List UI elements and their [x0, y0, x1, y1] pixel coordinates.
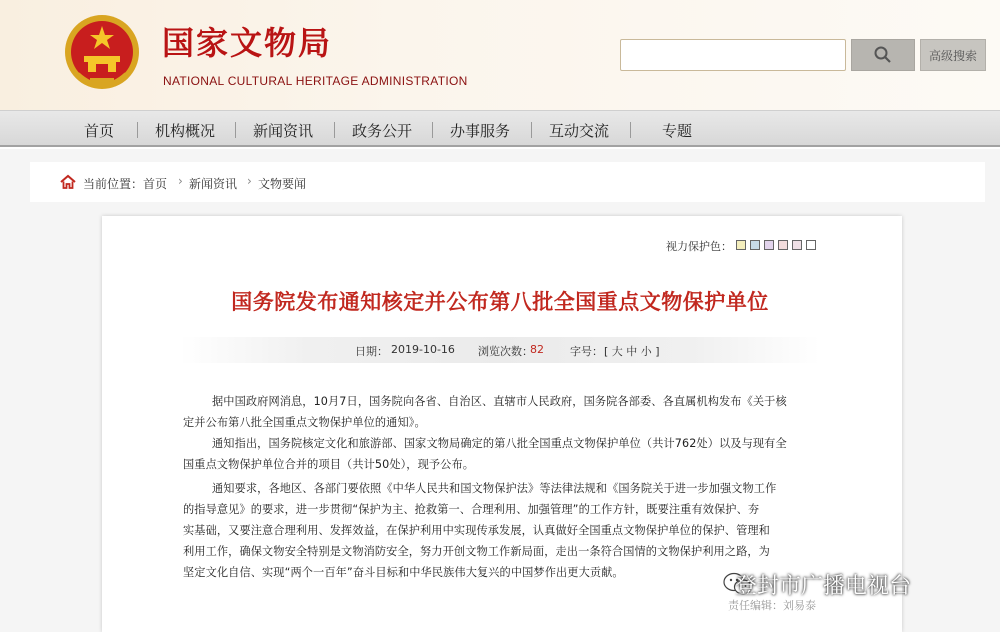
nav-divider: [432, 122, 433, 138]
nav-item-services[interactable]: 办事服务: [450, 122, 511, 140]
vision-color-swatch[interactable]: [736, 240, 746, 250]
nav-divider: [334, 122, 335, 138]
breadcrumb-current[interactable]: 文物要闻: [258, 177, 307, 191]
paragraph-line: 通知要求，各地区、各部门要依照《中华人民共和国文物保护法》等法律法规和《国务院关于进一步加强文物工作: [212, 482, 777, 495]
paragraph-line: 国重点文物保护单位合并的项目（共计50处），现予公布。: [183, 458, 475, 471]
vision-color-swatch[interactable]: [750, 240, 760, 250]
nav-item-topics[interactable]: 专题: [662, 122, 693, 140]
nav-divider: [630, 122, 631, 138]
breadcrumb-news[interactable]: 新闻资讯: [189, 177, 238, 191]
vision-protection-label: 视力保护色：: [666, 240, 732, 253]
main-nav: [0, 110, 1000, 147]
site-header: [0, 0, 1000, 110]
date-value: 2019-10-16: [391, 343, 455, 356]
article-title: 国务院发布通知核定并公布第八批全国重点文物保护单位: [231, 290, 769, 314]
site-subtitle: NATIONAL CULTURAL HERITAGE ADMINISTRATION: [163, 74, 468, 88]
paragraph-line: 的指导意见》的要求，进一步贯彻“保护为主、抢救第一、合理利用、加强管理”的工作方针，既要注重有效保护、夯: [183, 503, 760, 516]
advanced-search-button[interactable]: 高级搜索: [920, 39, 986, 71]
vision-color-swatch[interactable]: [806, 240, 816, 250]
nav-divider: [137, 122, 138, 138]
date-label: 日期：: [355, 345, 388, 358]
nav-divider: [235, 122, 236, 138]
nav-item-government-affairs[interactable]: 政务公开: [352, 122, 413, 140]
font-size-selector[interactable]: [ 大 中 小 ]: [604, 345, 660, 358]
breadcrumb-home[interactable]: 首页: [143, 177, 168, 191]
nav-item-home[interactable]: 首页: [84, 122, 115, 140]
paragraph-line: 坚定文化自信、实现“两个一百年”奋斗目标和中华民族伟大复兴的中国梦作出更大贡献。: [183, 566, 624, 579]
nav-divider: [531, 122, 532, 138]
views-count: 82: [530, 343, 544, 356]
paragraph-line: 定并公布第八批全国重点文物保护单位的通知》。: [183, 416, 426, 429]
paragraph-line: 利用工作，确保文物安全特别是文物消防安全，努力开创文物工作新局面，走出一条符合国情的文物保护利用之路，为: [183, 545, 770, 558]
nav-item-news[interactable]: 新闻资讯: [253, 122, 314, 140]
responsible-editor: 责任编辑：刘易泰: [728, 599, 816, 612]
paragraph-line: 通知指出，国务院核定文化和旅游部、国家文物局确定的第八批全国重点文物保护单位（共计762处）以及与现有全: [212, 437, 787, 450]
vision-color-swatch[interactable]: [764, 240, 774, 250]
national-emblem-icon: [62, 12, 142, 96]
paragraph-line: 据中国政府网消息，10月7日，国务院向各省、自治区、直辖市人民政府，国务院各部委、各直属机构发布《关于核: [212, 395, 787, 408]
search-icon: [873, 45, 893, 65]
paragraph-line: 实基础，又要注意合理利用、发挥效益，在保护利用中实现传承发展，认真做好全国重点文物保护单位的保护、管理和: [183, 524, 770, 537]
nav-item-interaction[interactable]: 互动交流: [549, 122, 610, 140]
source-watermark: 登封市广播电视台: [735, 574, 912, 599]
search-button[interactable]: [851, 39, 915, 71]
breadcrumb-separator: ›: [247, 174, 252, 188]
search-input[interactable]: [620, 39, 846, 71]
home-icon: [60, 174, 76, 190]
breadcrumb: [30, 162, 985, 202]
breadcrumb-prefix: 当前位置：: [83, 177, 144, 191]
breadcrumb-separator: ›: [178, 174, 183, 188]
site-title[interactable]: 国家文物局: [162, 24, 333, 62]
views-label: 浏览次数：: [478, 345, 533, 358]
vision-color-swatch[interactable]: [778, 240, 788, 250]
nav-item-about[interactable]: 机构概况: [155, 122, 216, 140]
vision-color-swatch[interactable]: [792, 240, 802, 250]
font-size-label: 字号：: [570, 345, 603, 358]
